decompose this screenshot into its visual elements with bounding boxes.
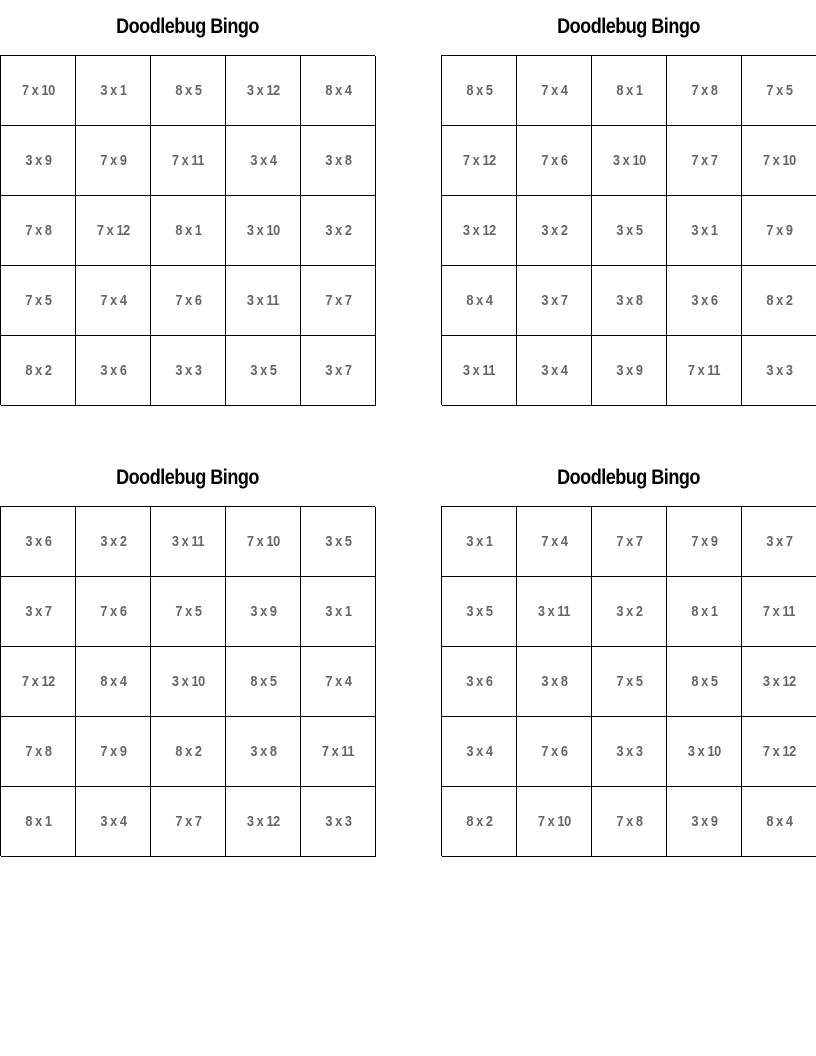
bingo-cell [667,266,742,336]
bingo-cell-text: 7 x 9 [765,222,793,239]
bingo-cell-text: 7 x 8 [615,813,643,830]
bingo-cell-text: 7 x 6 [540,152,568,169]
bingo-cell [517,717,592,787]
bingo-cell [301,577,376,647]
bingo-cell-text: 7 x 7 [615,533,643,550]
bingo-cell [667,126,742,196]
bingo-cell-text: 3 x 7 [24,603,52,620]
bingo-cell [742,266,816,336]
bingo-cell-text: 3 x 4 [99,813,127,830]
bingo-grid [441,55,816,405]
bingo-cell-text: 7 x 6 [540,743,568,760]
card-title: Doodlebug Bingo [557,466,700,489]
bingo-cell-text: 3 x 1 [465,533,493,550]
bingo-cell-text: 3 x 2 [615,603,643,620]
bingo-cell [76,577,151,647]
bingo-cell-text: 3 x 5 [324,533,352,550]
bingo-cell [742,196,816,266]
bingo-cell [1,507,76,577]
bingo-grid [441,506,816,856]
bingo-cell-text: 8 x 1 [174,222,202,239]
bingo-cell-text: 7 x 8 [24,743,52,760]
bingo-cell-text: 3 x 5 [615,222,643,239]
bingo-cell [226,507,301,577]
bingo-cell [151,336,226,406]
bingo-cell-text: 7 x 12 [462,152,496,169]
bingo-cell-text: 7 x 7 [324,292,352,309]
bingo-cell-text: 7 x 4 [324,673,352,690]
bingo-cell [76,196,151,266]
bingo-cell [151,196,226,266]
bingo-cell-text: 8 x 2 [24,362,52,379]
bingo-cell-text: 7 x 9 [99,152,127,169]
bingo-cell-text: 3 x 4 [249,152,277,169]
bingo-cell [301,507,376,577]
bingo-cell-text: 7 x 5 [174,603,202,620]
bingo-cell [592,266,667,336]
bingo-cell [226,56,301,126]
bingo-cell [301,126,376,196]
bingo-cell [592,126,667,196]
bingo-cell-text: 3 x 2 [324,222,352,239]
bingo-cell-text: 7 x 12 [96,222,130,239]
bingo-cell [151,126,226,196]
bingo-cell [76,507,151,577]
bingo-cell [667,56,742,126]
bingo-cell-text: 7 x 12 [21,673,55,690]
bingo-cell-text: 3 x 6 [465,673,493,690]
bingo-cell-text: 3 x 12 [246,813,280,830]
bingo-cell-text: 3 x 6 [99,362,127,379]
bingo-cell [442,196,517,266]
bingo-cell [742,717,816,787]
bingo-cell [667,196,742,266]
bingo-cell [667,336,742,406]
bingo-cell-text: 8 x 4 [99,673,127,690]
bingo-cell-text: 3 x 6 [690,292,718,309]
bingo-cell [1,266,76,336]
bingo-cell [151,266,226,336]
bingo-cell-text: 7 x 11 [762,603,796,620]
bingo-cell-text: 3 x 8 [324,152,352,169]
bingo-cell-text: 8 x 2 [465,813,493,830]
bingo-cell-text: 8 x 4 [324,82,352,99]
bingo-cell [1,56,76,126]
bingo-cell [742,56,816,126]
bingo-cell-text: 7 x 8 [24,222,52,239]
bingo-cell [1,577,76,647]
bingo-cell-text: 8 x 4 [465,292,493,309]
bingo-cell-text: 3 x 11 [462,362,496,379]
bingo-cell [226,787,301,857]
bingo-cell [742,126,816,196]
bingo-cell-text: 3 x 9 [24,152,52,169]
card-title: Doodlebug Bingo [116,15,259,38]
bingo-cell [226,196,301,266]
bingo-cell [742,507,816,577]
bingo-cell-text: 3 x 11 [537,603,571,620]
bingo-cell [742,336,816,406]
bingo-cell-text: 3 x 7 [324,362,352,379]
bingo-cell [667,717,742,787]
bingo-cell [151,787,226,857]
bingo-cell [301,717,376,787]
bingo-cell-text: 3 x 1 [99,82,127,99]
bingo-cell [1,196,76,266]
bingo-cell-text: 8 x 4 [765,813,793,830]
bingo-cell [517,787,592,857]
bingo-cell-text: 3 x 8 [249,743,277,760]
bingo-cell-text: 3 x 9 [690,813,718,830]
bingo-cell-text: 3 x 8 [540,673,568,690]
bingo-cell-text: 3 x 11 [171,533,205,550]
bingo-cell [226,647,301,717]
bingo-cell [1,787,76,857]
bingo-cell-text: 3 x 7 [765,533,793,550]
bingo-cell [742,577,816,647]
bingo-cell [592,56,667,126]
bingo-cell-text: 3 x 5 [465,603,493,620]
bingo-cell-text: 8 x 1 [24,813,52,830]
bingo-cell [667,577,742,647]
bingo-cell [226,336,301,406]
bingo-cell [301,787,376,857]
bingo-cell [76,266,151,336]
bingo-cell-text: 3 x 2 [540,222,568,239]
bingo-cell-text: 7 x 11 [687,362,721,379]
bingo-cell [226,717,301,787]
bingo-cell-text: 3 x 4 [540,362,568,379]
bingo-cell [151,647,226,717]
bingo-cell [76,647,151,717]
bingo-cell-text: 7 x 4 [540,533,568,550]
bingo-cell-text: 7 x 7 [174,813,202,830]
bingo-cell-text: 7 x 10 [537,813,571,830]
bingo-cell [151,577,226,647]
bingo-cell [517,266,592,336]
bingo-cell [226,266,301,336]
bingo-grid [0,55,375,405]
bingo-cell-text: 3 x 5 [249,362,277,379]
bingo-grid [0,506,375,856]
bingo-card-1 [0,10,375,405]
bingo-cell-text: 7 x 4 [99,292,127,309]
bingo-cell [76,787,151,857]
bingo-cell-text: 7 x 9 [99,743,127,760]
bingo-cell [442,717,517,787]
bingo-cell [592,196,667,266]
bingo-cell-text: 7 x 10 [246,533,280,550]
card-title: Doodlebug Bingo [557,15,700,38]
bingo-cell [1,647,76,717]
bingo-cell [667,507,742,577]
bingo-cell [301,266,376,336]
bingo-cell [442,787,517,857]
bingo-cell-text: 7 x 10 [762,152,796,169]
bingo-cell [517,507,592,577]
bingo-cell-text: 3 x 3 [174,362,202,379]
bingo-cell [76,717,151,787]
bingo-cell-text: 7 x 11 [171,152,205,169]
bingo-cell [226,126,301,196]
bingo-card-4 [441,461,816,856]
bingo-cell [151,717,226,787]
bingo-cell [301,647,376,717]
bingo-cell-text: 8 x 5 [465,82,493,99]
bingo-cell-text: 3 x 6 [24,533,52,550]
bingo-cell-text: 3 x 10 [171,673,205,690]
bingo-cell [592,717,667,787]
bingo-cell-text: 3 x 1 [690,222,718,239]
bingo-cell [301,196,376,266]
bingo-cell-text: 7 x 7 [690,152,718,169]
bingo-cell-text: 3 x 12 [762,673,796,690]
bingo-cell-text: 8 x 2 [765,292,793,309]
bingo-cell [742,647,816,717]
bingo-cell-text: 3 x 3 [615,743,643,760]
bingo-cell-text: 7 x 10 [21,82,55,99]
bingo-cell-text: 7 x 6 [174,292,202,309]
bingo-cell-text: 7 x 6 [99,603,127,620]
bingo-cell-text: 8 x 2 [174,743,202,760]
bingo-cell-text: 3 x 1 [324,603,352,620]
bingo-cell-text: 3 x 7 [540,292,568,309]
bingo-cell [442,577,517,647]
bingo-cell-text: 3 x 10 [687,743,721,760]
bingo-cell [592,647,667,717]
bingo-cell-text: 8 x 5 [249,673,277,690]
bingo-cell-text: 7 x 8 [690,82,718,99]
bingo-cell [667,647,742,717]
bingo-cell [517,577,592,647]
bingo-cell-text: 7 x 5 [24,292,52,309]
bingo-card-3 [0,461,375,856]
bingo-cell-text: 3 x 4 [465,743,493,760]
bingo-cell-text: 8 x 5 [174,82,202,99]
bingo-cell [442,336,517,406]
bingo-cell [1,717,76,787]
bingo-cell [667,787,742,857]
bingo-cell-text: 3 x 3 [765,362,793,379]
bingo-cell-text: 3 x 9 [249,603,277,620]
bingo-cell [151,56,226,126]
bingo-cell [592,507,667,577]
bingo-cell [1,126,76,196]
bingo-cell-text: 7 x 5 [615,673,643,690]
bingo-cell [301,336,376,406]
bingo-cell [517,126,592,196]
bingo-cell-text: 7 x 5 [765,82,793,99]
bingo-cell-text: 8 x 5 [690,673,718,690]
bingo-cell [442,266,517,336]
bingo-cell-text: 3 x 3 [324,813,352,830]
bingo-cell-text: 3 x 2 [99,533,127,550]
bingo-cell-text: 3 x 10 [246,222,280,239]
bingo-cell [742,787,816,857]
card-title: Doodlebug Bingo [116,466,259,489]
bingo-cell [226,577,301,647]
bingo-cell-text: 3 x 8 [615,292,643,309]
bingo-cell [442,507,517,577]
bingo-cell-text: 7 x 11 [321,743,355,760]
bingo-cell-text: 3 x 10 [612,152,646,169]
bingo-cell [592,787,667,857]
bingo-cell-text: 3 x 12 [246,82,280,99]
bingo-cell-text: 7 x 12 [762,743,796,760]
bingo-cell-text: 8 x 1 [615,82,643,99]
bingo-cell-text: 8 x 1 [690,603,718,620]
bingo-cell [76,126,151,196]
bingo-cell [592,577,667,647]
bingo-card-2 [441,10,816,405]
bingo-cell-text: 7 x 9 [690,533,718,550]
bingo-cell [517,196,592,266]
bingo-cell [442,126,517,196]
bingo-cell [442,647,517,717]
bingo-cell-text: 3 x 12 [462,222,496,239]
bingo-cell [592,336,667,406]
bingo-cell-text: 3 x 9 [615,362,643,379]
bingo-cell [1,336,76,406]
bingo-cell [76,56,151,126]
bingo-cell [517,56,592,126]
bingo-cell [151,507,226,577]
bingo-cell [517,336,592,406]
bingo-cell [301,56,376,126]
bingo-cell-text: 7 x 4 [540,82,568,99]
bingo-cell [442,56,517,126]
bingo-cell-text: 3 x 11 [246,292,280,309]
bingo-cell [76,336,151,406]
bingo-cell [517,647,592,717]
